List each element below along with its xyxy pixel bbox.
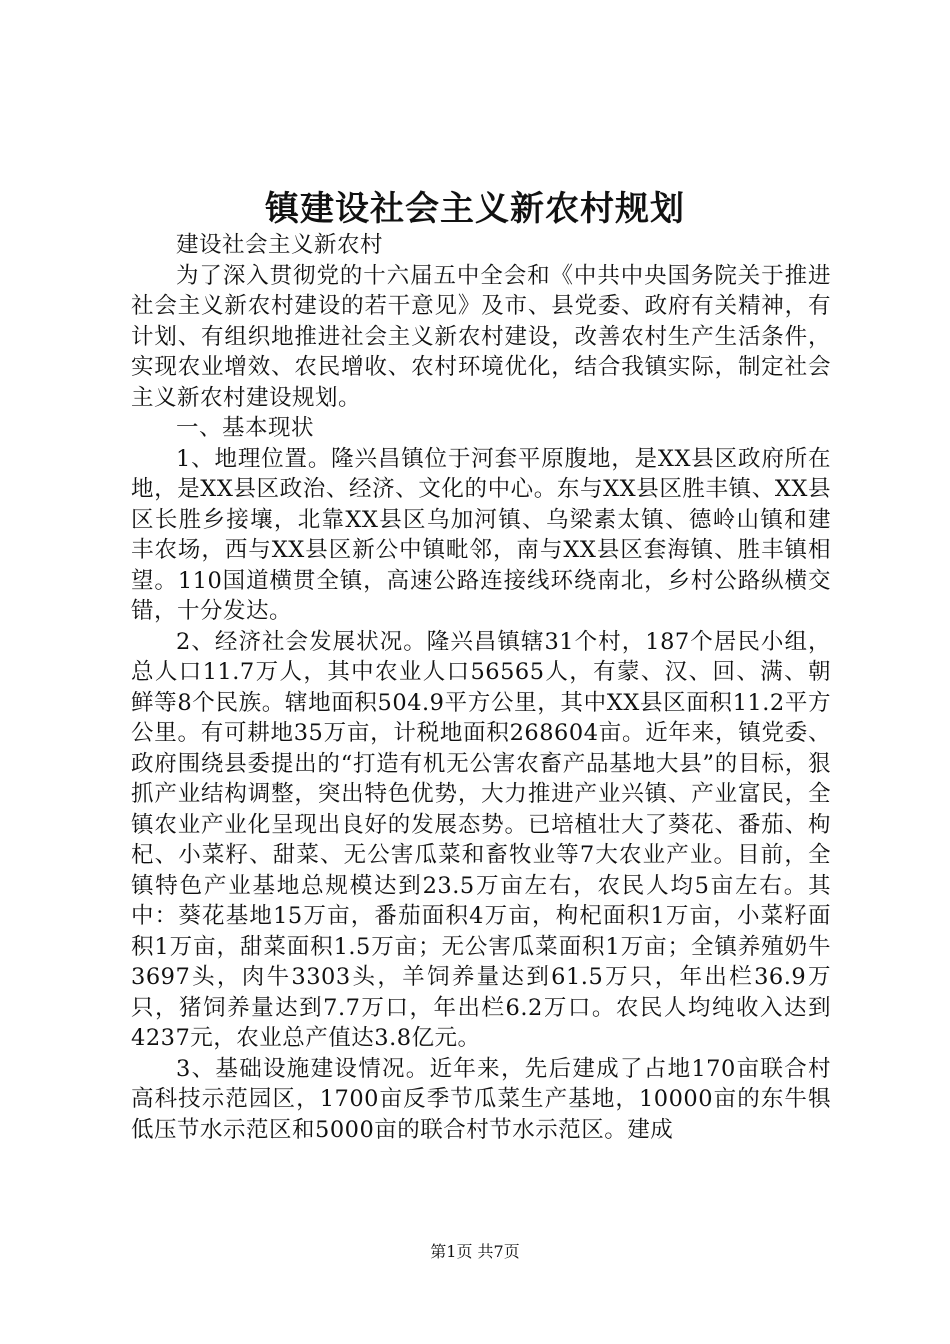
paragraph-intro: 为了深入贯彻党的十六届五中全会和《中共中央国务院关于推进社会主义新农村建设的若干意见》及市、县党委、政府有关精神，有计划、有组织地推进社会主义新农村建设，改善农村生产生活条件，实现农业增效、农民增收、农村环境优化，结合我镇实际，制定社会主义新农村建设规划。 — [131, 262, 831, 411]
section-heading-basic-status: 一、基本现状 — [176, 415, 315, 441]
paragraph-geography: 1、地理位置。隆兴昌镇位于河套平原腹地，是XX县区政府所在地，是XX县区政治、经济、文化的中心。东与XX县区胜丰镇、XX县区长胜乡接壤，北靠XX县区乌加河镇、乌梁素太镇、德岭山镇和建丰农场，西与XX县区新公中镇毗邻，南与XX县区套海镇、胜丰镇相望。110国道横贯全镇，高速公路连接线环绕南北，乡村公路纵横交错，十分发达。 — [131, 445, 831, 624]
page-footer: 第1页 共7页 — [430, 1242, 520, 1261]
paragraph-subtitle: 建设社会主义新农村 — [176, 232, 384, 258]
paragraph-infrastructure: 3、基础设施建设情况。近年来，先后建成了占地170亩联合村高科技示范园区，1700亩反季节瓜菜生产基地，10000亩的东牛犋低压节水示范区和5000亩的联合村节水示范区。建成 — [131, 1055, 831, 1143]
document-title: 镇建设社会主义新农村规划 — [265, 189, 685, 229]
paragraph-economy: 2、经济社会发展状况。隆兴昌镇辖31个村，187个居民小组，总人口11.7万人，其中农业人口56565人，有蒙、汉、回、满、朝鲜等8个民族。辖地面积504.9平方公里，其中XX县区面积11.2平方公里。有可耕地35万亩，计税地面积268604亩。近年来，镇党委、政府围绕县委提出的“打造有机无公害农畜产品基地大县”的目标，狠抓产业结构调整，突出特色优势，大力推进产业兴镇、产业富民，全镇农业产业化呈现出良好的发展态势。已培植壮大了葵花、番茄、枸杞、小菜籽、甜菜、无公害瓜菜和畜牧业等7大农业产业。目前，全镇特色产业基地总规模达到23.5万亩左右，农民人均5亩左右。其中：葵花基地15万亩，番茄面积4万亩，枸杞面积1万亩，小菜籽面积1万亩，甜菜面积1.5万亩；无公害瓜菜面积1万亩；全镇养殖奶牛3697头，肉牛3303头，羊饲养量达到61.5万只，年出栏36.9万只，猪饲养量达到7.7万口，年出栏6.2万口。农民人均纯收入达到4237元，农业总产值达3.8亿元。 — [131, 628, 831, 1051]
document-body — [131, 230, 831, 1145]
